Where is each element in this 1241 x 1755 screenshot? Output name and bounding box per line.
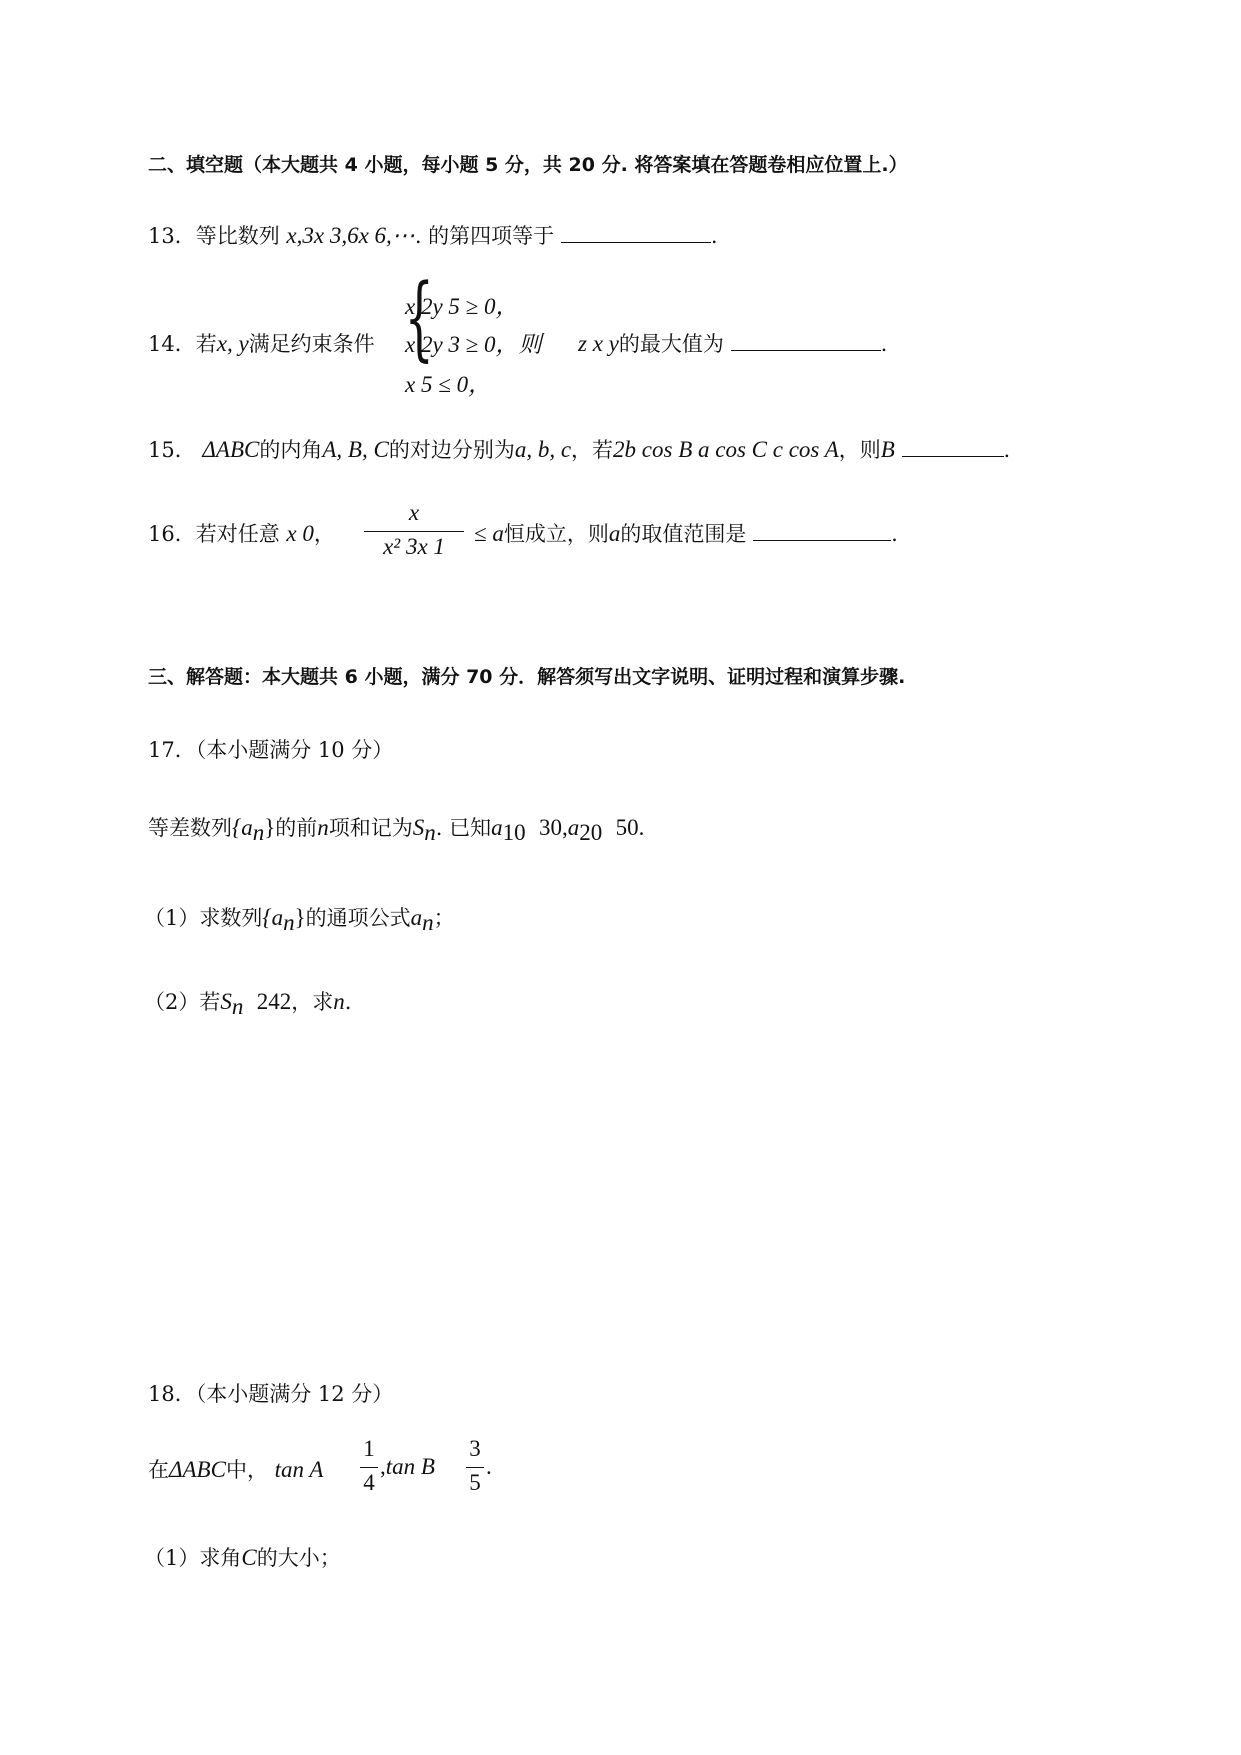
answer-blank[interactable] <box>753 536 891 541</box>
question-number: 14． <box>148 332 196 356</box>
question-text: . 已知 <box>435 816 492 840</box>
question-text: 的内角 <box>259 438 323 462</box>
math-n: n <box>317 815 329 840</box>
math-sub: n <box>422 910 434 936</box>
period: . <box>1003 438 1011 462</box>
math-value: 50. <box>615 815 645 840</box>
math-sub: 20 <box>579 820 603 846</box>
section-3-title: 三、解答题：本大题共 6 小题，满分 70 分．解答须写出文字说明、证明过程和演算步骤. <box>148 666 906 688</box>
question-text: 的对边分别为 <box>388 438 515 462</box>
period: . <box>880 332 888 356</box>
constraint-2: x 2y 3 ≥ 0，则 <box>405 332 542 357</box>
question-text: 的前 <box>275 816 318 840</box>
math-n: n <box>333 989 345 1014</box>
question-text: 在 <box>148 1458 169 1482</box>
question-text: 若对任意 <box>195 522 280 546</box>
math-a: a <box>491 815 503 840</box>
question-17-head: 17．（本小题满分 10 分） <box>148 738 394 762</box>
fraction-denominator: 4 <box>363 1470 375 1495</box>
question-text: 中， <box>225 1458 268 1482</box>
question-number: 15． <box>148 438 196 462</box>
math-sub: n <box>252 820 265 846</box>
math-brace: } <box>294 905 306 930</box>
period: . <box>891 522 898 546</box>
fraction-denominator: x² 3x 1 <box>383 534 445 559</box>
question-text: ， <box>313 522 335 546</box>
period: . <box>486 1454 492 1479</box>
question-text: 恒成立，则 <box>503 522 609 546</box>
math-a: a <box>567 815 580 840</box>
math-sides: a, b, c <box>514 437 572 462</box>
question-text: 若 <box>195 332 217 356</box>
question-16-tail <box>474 518 898 548</box>
question-text: 等差数列 <box>148 816 232 840</box>
math-seq: {a <box>262 905 284 930</box>
fraction-bar <box>364 531 464 532</box>
math-value: 30, <box>538 815 568 840</box>
question-number: 16． <box>148 522 196 546</box>
question-text: （2）若 <box>144 990 221 1014</box>
question-text: . 的第四项等于 <box>414 224 555 248</box>
question-18-tanB <box>380 1454 435 1480</box>
fraction-denominator: 5 <box>469 1470 481 1495</box>
math-S: S <box>220 989 232 1014</box>
objective-function: z x y <box>578 331 619 356</box>
answer-blank[interactable] <box>731 346 881 351</box>
question-text: 的取值范围是 <box>620 522 747 546</box>
question-text: ，若 <box>571 438 614 462</box>
triangle-symbol: ΔABC <box>202 437 260 462</box>
math-value: 242 <box>256 989 292 1014</box>
math-tanB: tan B <box>385 1454 435 1479</box>
math-C: C <box>241 1545 257 1570</box>
math-inequality: ≤ a <box>474 521 504 546</box>
question-13 <box>148 220 718 250</box>
comma: , <box>380 1454 386 1479</box>
answer-blank[interactable] <box>902 452 1004 457</box>
question-text: ； <box>433 906 455 930</box>
question-text: 项和记为 <box>328 816 413 840</box>
question-text: 满足约束条件 <box>248 332 375 356</box>
section-2-title: 二、填空题（本大题共 4 小题，每小题 5 分，共 20 分. 将答案填在答题卷相应位置上.） <box>148 154 908 176</box>
math-tanA: tan A <box>274 1457 324 1482</box>
math-brace: } <box>264 815 276 840</box>
question-18-head: 18．（本小题满分 12 分） <box>148 1382 394 1406</box>
fraction-numerator: x <box>408 500 420 525</box>
question-17-part-1 <box>144 902 455 936</box>
question-text: ，求 <box>291 990 334 1014</box>
question-14 <box>148 328 375 358</box>
constraint-3: x 5 ≤ 0， <box>405 372 492 397</box>
question-18-stem <box>148 1454 323 1484</box>
math-sequence: x,3x 3,6x 6,⋯ <box>286 223 415 248</box>
system-brace: { <box>404 264 434 371</box>
question-text: 的大小； <box>256 1546 341 1570</box>
question-16 <box>148 518 335 548</box>
fraction-numerator: 3 <box>469 1436 481 1461</box>
math-condition: x 0 <box>286 521 314 546</box>
question-text: ，则 <box>838 438 881 462</box>
math-angles: A, B, C <box>322 437 389 462</box>
math-sub: n <box>283 910 295 936</box>
math-a: a <box>608 521 621 546</box>
triangle-symbol: ΔABC <box>169 1457 226 1482</box>
math-B: B <box>880 437 895 462</box>
question-15 <box>148 434 1010 464</box>
math-equation: 2b cos B a cos C c cos A <box>613 437 839 462</box>
math-sub: 10 <box>502 820 526 846</box>
math-a: a <box>410 905 423 930</box>
question-14-objective <box>578 328 887 358</box>
fraction-bar <box>360 1467 378 1468</box>
math-sub: n <box>231 994 244 1020</box>
math-seq: {a <box>232 815 253 840</box>
math-vars: x, y <box>216 331 249 356</box>
period: . <box>344 990 352 1014</box>
fraction-numerator: 1 <box>363 1436 375 1461</box>
answer-blank[interactable] <box>561 238 711 243</box>
question-text: 的通项公式 <box>305 906 411 930</box>
constraint-1: x 2y 5 ≥ 0， <box>405 294 519 319</box>
question-17-part-2 <box>144 986 351 1020</box>
question-text: （1）求角 <box>144 1546 242 1570</box>
math-S: S <box>412 815 425 840</box>
question-text: 等比数列 <box>195 224 280 248</box>
question-text: 的最大值为 <box>618 332 724 356</box>
math-sub: n <box>424 820 436 846</box>
question-number: 13． <box>148 224 196 248</box>
fraction-bar <box>466 1467 484 1468</box>
question-text: （1）求数列 <box>144 906 263 930</box>
question-18-part-1 <box>144 1542 341 1572</box>
question-17-stem <box>148 812 644 846</box>
period: . <box>710 224 718 248</box>
